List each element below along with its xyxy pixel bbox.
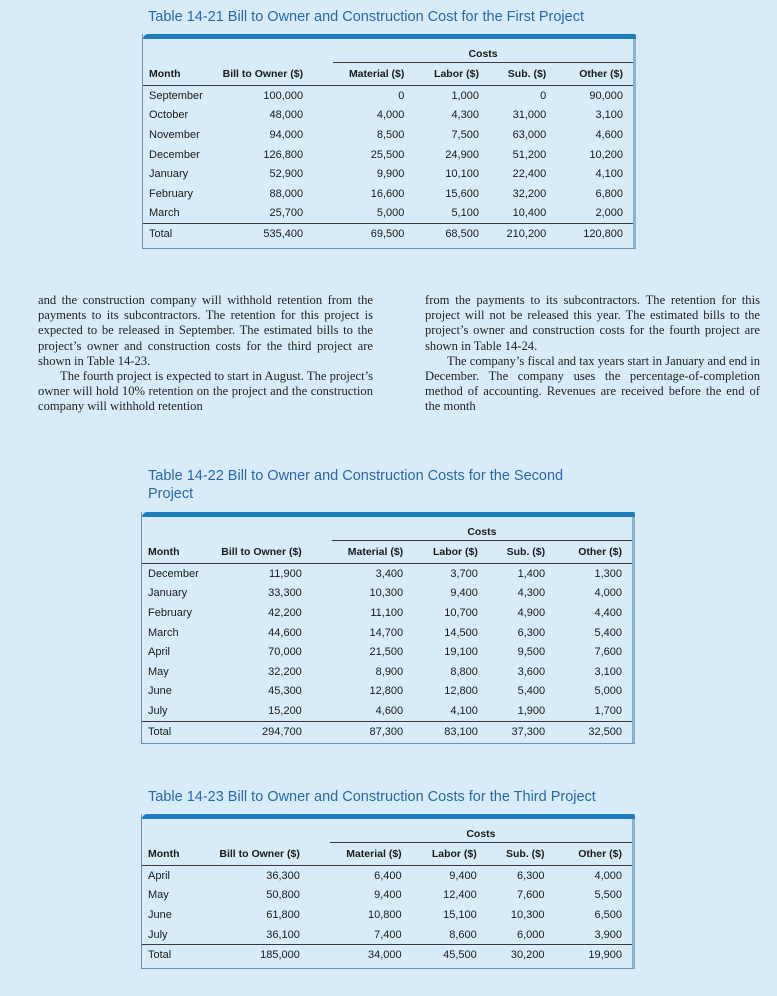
column-header: Bill to Owner ($) (223, 63, 334, 86)
row-month: July (148, 928, 168, 941)
table-row (143, 125, 633, 145)
row-month: December (148, 567, 199, 580)
left-paragraph-2: The fourth project is expected to start in August. The project’s owner will hold 10% retention on the project and the construction company will withhold retention (38, 369, 373, 414)
row-value: 51,200 (512, 148, 547, 161)
empty-cell (142, 524, 221, 541)
left-paragraph-1: and the construction company will withhold retention from the payments to its subcontractors. The retention for this project is expected to be released in September. The estimated bills to the project’s owner and construction costs for the third project are shown in Table 14-23. (38, 293, 373, 368)
table-row (142, 905, 632, 925)
row-value: 5,500 (594, 889, 622, 902)
row-value: 12,800 (444, 685, 478, 698)
row-value: 7,600 (516, 889, 545, 902)
row-value: 12,400 (443, 889, 477, 902)
row-value: 5,000 (594, 685, 622, 698)
costs-group-header: Costs (332, 524, 632, 541)
table-row (143, 106, 633, 126)
row-value: 19,100 (444, 646, 478, 659)
row-value: 7,600 (594, 646, 622, 659)
column-header: Material ($) (333, 63, 418, 86)
row-value: 4,600 (375, 704, 404, 717)
table-14-21-grid (143, 46, 633, 244)
costs-group-row (142, 826, 632, 843)
row-value: 36,100 (266, 928, 300, 941)
table-14-22-grid (142, 524, 632, 741)
row-value: 36,300 (266, 869, 300, 882)
row-value: 33,300 (268, 587, 302, 600)
total-label: Total (142, 721, 221, 741)
row-value: 4,400 (594, 606, 622, 619)
column-header: Material ($) (332, 541, 417, 564)
total-label: Total (143, 224, 223, 244)
column-header: Other ($) (554, 63, 633, 86)
row-value: 50,800 (266, 889, 300, 902)
row-value: 6,300 (516, 869, 545, 882)
row-month: February (149, 187, 194, 200)
row-value: 2,000 (595, 207, 623, 220)
table-14-23 (141, 814, 635, 969)
column-header: Sub. ($) (489, 63, 554, 86)
row-value: 100,000 (263, 89, 304, 102)
row-value: 3,600 (517, 665, 546, 678)
row-value: 88,000 (269, 187, 304, 200)
row-month: April (148, 646, 171, 659)
column-header: Month (142, 541, 221, 564)
total-row (142, 945, 632, 965)
row-value: 45,300 (268, 685, 302, 698)
right-paragraph-1: from the payments to its subcontractors. The retention for this project will not be released this year. The estimated bills to the project’s owner and construction costs for the fourth project are shown in Table 14-24. (425, 293, 760, 353)
row-value: 9,400 (450, 587, 478, 600)
row-value: 15,100 (443, 908, 477, 921)
row-value: 63,000 (512, 128, 547, 141)
row-month: May (148, 889, 169, 902)
empty-cell (221, 524, 332, 541)
total-value: 45,500 (416, 945, 487, 965)
row-value: 15,200 (268, 704, 302, 717)
row-month: September (149, 89, 203, 102)
row-value: 4,100 (450, 704, 478, 717)
total-value: 68,500 (418, 224, 489, 244)
row-month: February (148, 606, 193, 619)
total-value: 210,200 (489, 224, 554, 244)
column-header: Bill to Owner ($) (219, 843, 330, 866)
table-row (142, 886, 632, 906)
empty-cell (219, 826, 330, 843)
table-14-22-caption-line-2: Project (148, 486, 194, 502)
row-value: 4,900 (517, 606, 546, 619)
row-month: March (148, 626, 179, 639)
total-row (143, 224, 633, 244)
row-value: 0 (398, 89, 405, 102)
empty-cell (143, 46, 223, 63)
row-month: April (148, 869, 171, 882)
table-top-rule (142, 512, 635, 517)
row-value: 14,700 (369, 626, 404, 639)
costs-group-row (142, 524, 632, 541)
costs-group-header: Costs (330, 826, 632, 843)
table-14-21-caption: Table 14-21 Bill to Owner and Construction Cost for the First Project (148, 9, 584, 25)
row-value: 5,100 (451, 207, 479, 220)
column-header: Labor ($) (417, 541, 488, 564)
table-14-21 (142, 34, 636, 249)
row-value: 16,600 (370, 187, 405, 200)
row-value: 31,000 (512, 109, 547, 122)
column-header-row (142, 541, 632, 564)
row-value: 4,000 (594, 587, 622, 600)
total-value: 294,700 (221, 721, 332, 741)
row-value: 32,200 (268, 665, 302, 678)
row-value: 10,300 (369, 587, 404, 600)
row-value: 6,400 (374, 869, 402, 882)
row-value: 9,400 (449, 869, 477, 882)
total-value: 32,500 (553, 721, 632, 741)
row-value: 3,100 (595, 109, 623, 122)
costs-group-row (143, 46, 633, 63)
row-value: 10,300 (510, 908, 545, 921)
total-value: 120,800 (554, 224, 633, 244)
table-14-22-caption (148, 467, 563, 503)
row-value: 3,400 (375, 567, 404, 580)
row-value: 9,400 (374, 889, 402, 902)
row-value: 4,600 (595, 128, 623, 141)
row-month: June (148, 685, 172, 698)
column-header: Sub. ($) (487, 843, 553, 866)
row-value: 9,900 (376, 168, 405, 181)
row-value: 3,900 (594, 928, 622, 941)
row-value: 8,800 (450, 665, 478, 678)
row-value: 10,200 (589, 148, 623, 161)
table-row (143, 86, 633, 106)
row-value: 5,400 (594, 626, 622, 639)
column-header: Material ($) (330, 843, 416, 866)
row-value: 8,900 (375, 665, 404, 678)
right-paragraph-2: The company’s fiscal and tax years start in January and end in December. The company uses the percentage-of-completion method of accounting. Revenues are received before the end of the month (425, 353, 760, 414)
table-row (143, 204, 633, 224)
table-row (142, 564, 632, 584)
row-value: 70,000 (268, 646, 302, 659)
table-row (142, 584, 632, 604)
row-value: 1,000 (451, 89, 479, 102)
table-top-rule (142, 814, 635, 819)
row-value: 0 (540, 89, 547, 102)
row-value: 12,800 (369, 685, 404, 698)
row-value: 4,100 (595, 168, 623, 181)
row-value: 11,900 (268, 567, 302, 580)
row-month: October (149, 109, 189, 122)
row-value: 48,000 (269, 109, 304, 122)
table-row (142, 866, 632, 886)
table-14-22 (141, 512, 635, 744)
row-value: 6,000 (516, 928, 545, 941)
total-value: 185,000 (219, 945, 330, 965)
row-value: 6,800 (595, 187, 623, 200)
column-header: Month (142, 843, 219, 866)
row-value: 11,100 (370, 606, 404, 619)
row-value: 1,400 (517, 567, 546, 580)
row-value: 10,700 (444, 606, 478, 619)
column-header: Labor ($) (418, 63, 489, 86)
row-value: 4,000 (376, 109, 405, 122)
row-value: 61,800 (266, 908, 300, 921)
body-text-left-column (38, 293, 373, 415)
table-14-23-caption: Table 14-23 Bill to Owner and Construction Costs for the Third Project (148, 789, 596, 805)
table-row (142, 701, 632, 721)
row-value: 8,600 (449, 928, 477, 941)
row-value: 15,600 (445, 187, 479, 200)
row-value: 1,300 (594, 567, 622, 580)
total-value: 37,300 (488, 721, 553, 741)
costs-group-header: Costs (333, 46, 633, 63)
table-row (142, 642, 632, 662)
table-row (142, 925, 632, 945)
column-header: Other ($) (552, 843, 632, 866)
row-value: 9,500 (517, 646, 546, 659)
row-month: June (148, 908, 172, 921)
row-value: 1,900 (517, 704, 546, 717)
row-month: May (148, 665, 169, 678)
row-value: 94,000 (269, 128, 304, 141)
row-value: 3,100 (594, 665, 622, 678)
row-value: 7,500 (451, 128, 479, 141)
row-value: 6,500 (594, 908, 622, 921)
row-value: 14,500 (444, 626, 478, 639)
row-value: 10,800 (368, 908, 402, 921)
column-header-row (142, 843, 632, 866)
row-value: 52,900 (269, 168, 304, 181)
total-value: 87,300 (332, 721, 417, 741)
row-value: 1,700 (594, 704, 622, 717)
table-row (142, 682, 632, 702)
row-value: 42,200 (268, 606, 302, 619)
column-header: Sub. ($) (488, 541, 553, 564)
row-value: 4,000 (594, 869, 622, 882)
row-value: 44,600 (268, 626, 302, 639)
row-value: 21,500 (369, 646, 404, 659)
body-text-right-column (425, 293, 760, 415)
row-value: 6,300 (517, 626, 546, 639)
row-value: 7,400 (374, 928, 402, 941)
row-value: 25,500 (370, 148, 405, 161)
table-row (142, 623, 632, 643)
row-value: 22,400 (512, 168, 547, 181)
row-value: 5,000 (376, 207, 405, 220)
column-header: Bill to Owner ($) (221, 541, 332, 564)
row-value: 10,400 (512, 207, 547, 220)
total-label: Total (142, 945, 219, 965)
total-value: 34,000 (330, 945, 416, 965)
row-value: 126,800 (263, 148, 304, 161)
total-row (142, 721, 632, 741)
row-value: 24,900 (445, 148, 479, 161)
total-value: 30,200 (487, 945, 553, 965)
row-month: March (149, 207, 180, 220)
table-row (142, 603, 632, 623)
row-month: July (148, 704, 168, 717)
total-value: 83,100 (417, 721, 488, 741)
row-value: 5,400 (517, 685, 546, 698)
row-value: 8,500 (376, 128, 405, 141)
row-month: November (149, 128, 200, 141)
table-14-22-caption-line-1: Table 14-22 Bill to Owner and Construction Costs for the Second (148, 468, 564, 484)
table-14-23-grid (142, 826, 632, 965)
row-value: 90,000 (589, 89, 623, 102)
table-row (143, 184, 633, 204)
row-value: 25,700 (269, 207, 304, 220)
row-value: 4,300 (517, 587, 546, 600)
row-value: 32,200 (512, 187, 547, 200)
total-value: 69,500 (333, 224, 418, 244)
total-value: 19,900 (552, 945, 632, 965)
row-month: January (149, 168, 189, 181)
row-month: December (149, 148, 200, 161)
empty-cell (142, 826, 219, 843)
column-header-row (143, 63, 633, 86)
column-header: Other ($) (553, 541, 632, 564)
table-top-rule (143, 34, 636, 39)
total-value: 535,400 (223, 224, 334, 244)
row-value: 3,700 (450, 567, 478, 580)
row-month: January (148, 587, 188, 600)
row-value: 4,300 (451, 109, 479, 122)
column-header: Month (143, 63, 223, 86)
table-row (143, 164, 633, 184)
table-row (143, 145, 633, 165)
table-row (142, 662, 632, 682)
empty-cell (223, 46, 334, 63)
column-header: Labor ($) (416, 843, 487, 866)
row-value: 10,100 (445, 168, 479, 181)
